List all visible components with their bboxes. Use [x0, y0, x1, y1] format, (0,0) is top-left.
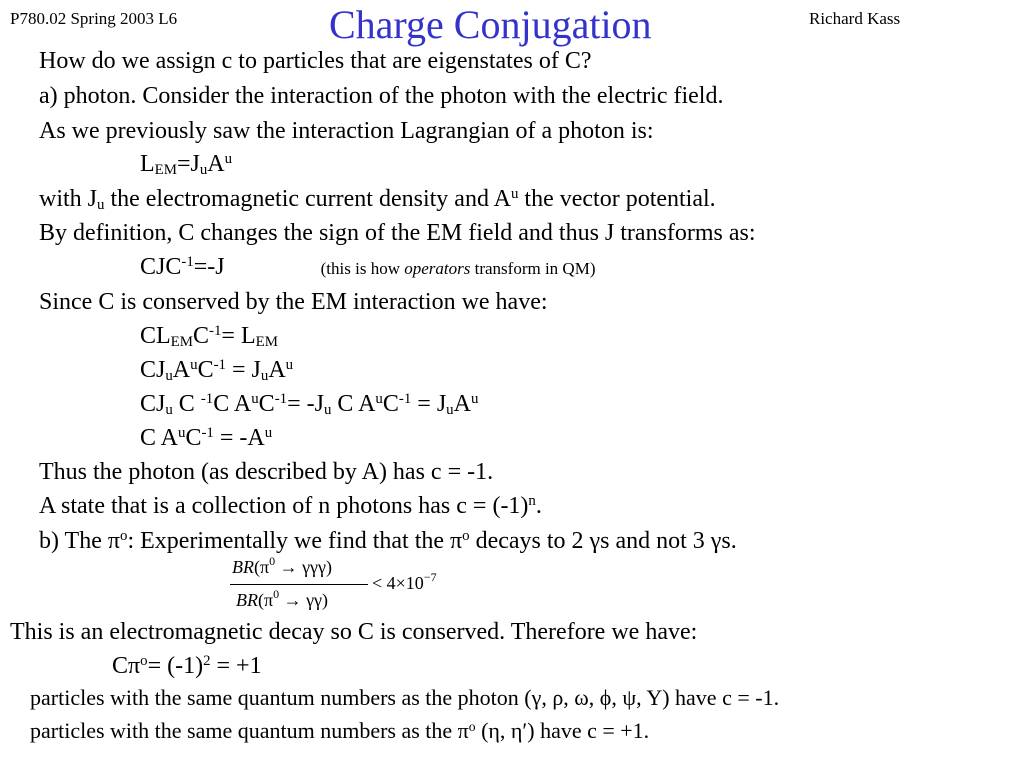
text-line-15: b) The $\pi^o$: Experimentally we find that the $\pi^o$ decays to 2 γs and not 3 γs. — [39, 527, 737, 554]
equation-line-2: $CJ_uA^uC^{-1} = J_uA^u$ — [140, 356, 294, 385]
text-line-8: Since C is conserved by the EM interaction we have: — [39, 289, 548, 315]
text-line-2: a) photon. Consider the interaction of the photon with the electric field. — [39, 83, 724, 109]
text-line-14: A state that is a collection of n photons has $c = (-1)^n$. — [39, 492, 542, 519]
fraction-bar — [230, 584, 368, 585]
text-line-19: particles with the same quantum numbers as the $\pi^o$ (η, η′) have c = +1. — [30, 718, 650, 743]
formula-bound: < $4\times 10^{-7}$ — [372, 570, 437, 593]
text-line-1: How do we assign c to particles that are eigenstates of C? — [39, 48, 592, 74]
page-title: Charge Conjugation — [329, 2, 652, 47]
branching-ratio-formula — [228, 555, 468, 617]
author-name: Richard Kass — [809, 9, 901, 28]
pion-c-equation: $C\pi^o= (-1)^2 = +1$ — [112, 652, 262, 679]
text-line-13: Thus the photon (as described by A) has c = -1. — [39, 459, 494, 485]
text-line-5: with $J_u$ the electromagnetic current density and $A^u$ the vector potential. — [39, 185, 716, 214]
lagrangian-equation: $L_{EM}=J_uA^u$ — [140, 150, 233, 179]
text-line-18: particles with the same quantum numbers as the photon (γ, ρ, ω, ϕ, ψ, Υ) have c = -1. — [30, 685, 780, 710]
formula-numerator: $BR(\pi^0 \to \gamma\gamma\gamma)$ — [232, 554, 332, 577]
text-line-3: As we previously saw the interaction Lagrangian of a photon is: — [39, 118, 654, 144]
course-header: P780.02 Spring 2003 L6 — [10, 9, 178, 28]
equation-line-1: $CL_{EM}C^{-1}= L_{EM}$ — [140, 322, 278, 351]
equation-line-3: $CJ_u$ C $^{-1}$C $A^uC^{-1}= -J_u$ C $A^uC^{-1} = J_uA^u$ — [140, 390, 479, 419]
formula-denominator: $BR(\pi^0 \to \gamma\gamma)$ — [236, 587, 328, 610]
equation-line-4: C $A^uC^{-1} = -A^u$ — [140, 424, 273, 451]
text-line-6: By definition, C changes the sign of the EM field and thus J transforms as: — [39, 220, 756, 246]
text-line-16: This is an electromagnetic decay so C is conserved. Therefore we have: — [10, 619, 698, 645]
current-transform-equation: $CJC^{-1}=-J$ (this is how operators transform in QM) — [140, 253, 596, 280]
